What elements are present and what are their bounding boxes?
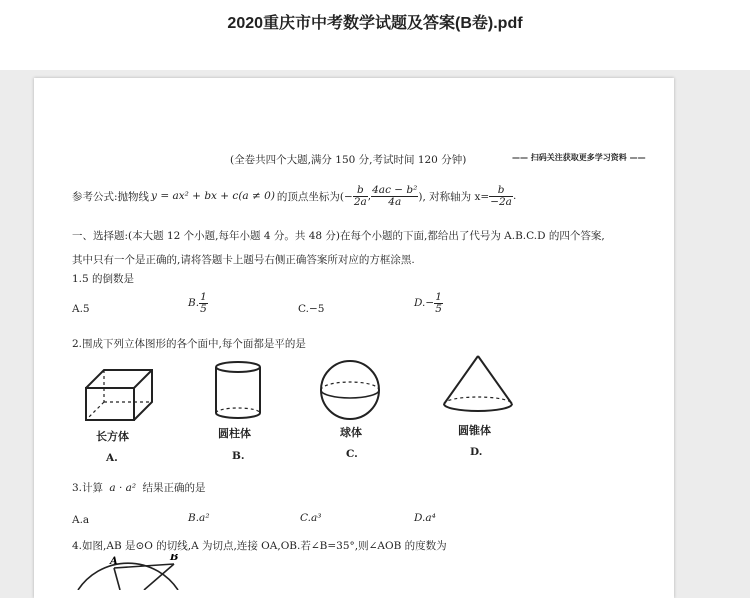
q1-option-a: A.5 (72, 303, 90, 315)
question-3-stem (72, 480, 205, 495)
q3-option-a: A.a (72, 514, 90, 526)
label-point-a: A (110, 556, 118, 567)
question-2-stem: 2.围成下列立体图形的各个面中,每个面都是平的是 (72, 338, 306, 350)
title-bar (0, 0, 750, 70)
fraction-numerator: 1 (200, 291, 207, 303)
label-cone: 圆锥体 (458, 424, 491, 437)
q2-option-a: A. (106, 452, 118, 464)
formula-lead: 参考公式:抛物线 (72, 190, 150, 203)
fraction-4ac-over-4a (371, 185, 418, 207)
q1-option-b (188, 292, 208, 314)
sphere-figure (318, 358, 382, 422)
q3-option-d: D.a⁴ (414, 512, 436, 524)
q3-stem-suffix: 结果正确的是 (142, 482, 206, 494)
cylinder-figure (212, 360, 264, 422)
label-cylinder: 圆柱体 (218, 427, 251, 440)
option-prefix: B. (188, 297, 200, 309)
fraction-denominator: 5 (435, 302, 442, 315)
formula-axis-lead: ), 对称轴为 x= (418, 190, 490, 203)
fraction-denominator: 2a (353, 195, 367, 208)
exam-info: (全卷共四个大题,满分 150 分,考试时间 120 分钟) (230, 154, 467, 166)
q3-option-b: B.a² (188, 512, 210, 524)
q3-stem-prefix: 3.计算 (72, 482, 104, 494)
fraction-numerator: b (497, 184, 505, 196)
q1-option-d (414, 292, 443, 314)
question-1-stem: 1.5 的倒数是 (72, 273, 135, 285)
question-4-stem: 4.如图,AB 是⊙O 的切线,A 为切点,连接 OA,OB.若∠B=35°,则∠AOB 的度数为 (72, 540, 447, 552)
label-point-b: B (170, 554, 179, 563)
option-prefix: D.− (414, 297, 435, 309)
fraction-1-over-5 (434, 292, 443, 314)
pdf-page (34, 78, 674, 598)
cuboid-figure (82, 366, 162, 426)
fraction-axis (489, 185, 513, 207)
q1-option-c: C.−5 (298, 303, 325, 315)
fraction-numerator: 4ac − b² (372, 184, 418, 196)
label-sphere: 球体 (340, 426, 362, 439)
reference-formula (72, 178, 516, 214)
label-cuboid: 长方体 (96, 430, 129, 443)
fraction-denominator: −2a (490, 195, 512, 208)
q2-option-c: C. (346, 448, 358, 460)
fraction-denominator: 5 (200, 302, 207, 315)
formula-separator: , (367, 190, 372, 202)
fraction-1-over-5 (199, 292, 208, 314)
watermark-text: —— 扫码关注获取更多学习资料 —— (512, 153, 646, 162)
fraction-numerator: b (356, 184, 364, 196)
formula-equation: y = ax² + bx + c(a ≠ 0) (151, 190, 275, 202)
section1-instructions-line1: 一、选择题:(本大题 12 个小题,每年小题 4 分。共 48 分)在每个小题的下面,都给出了代号为 A.B.C.D 的四个答案, (72, 230, 605, 242)
q2-option-b: B. (232, 450, 245, 462)
fraction-denominator: 4a (371, 196, 418, 208)
fraction-b-over-2a (353, 185, 368, 207)
section1-instructions-line2: 其中只有一个是正确的,请将答题卡上题号右侧正确答案所对应的方框涂黑. (72, 254, 415, 266)
q2-option-d: D. (470, 446, 483, 458)
formula-end: . (512, 190, 517, 202)
cone-figure (440, 354, 516, 416)
q3-stem-expression: a · a² (109, 482, 137, 494)
formula-mid: 的顶点坐标为(− (276, 190, 353, 203)
tangent-circle-figure (74, 554, 184, 590)
fraction-numerator: 1 (435, 291, 442, 303)
q3-option-c: C.a³ (300, 512, 322, 524)
document-title: 2020重庆市中考数学试题及答案(B卷).pdf (227, 15, 523, 32)
